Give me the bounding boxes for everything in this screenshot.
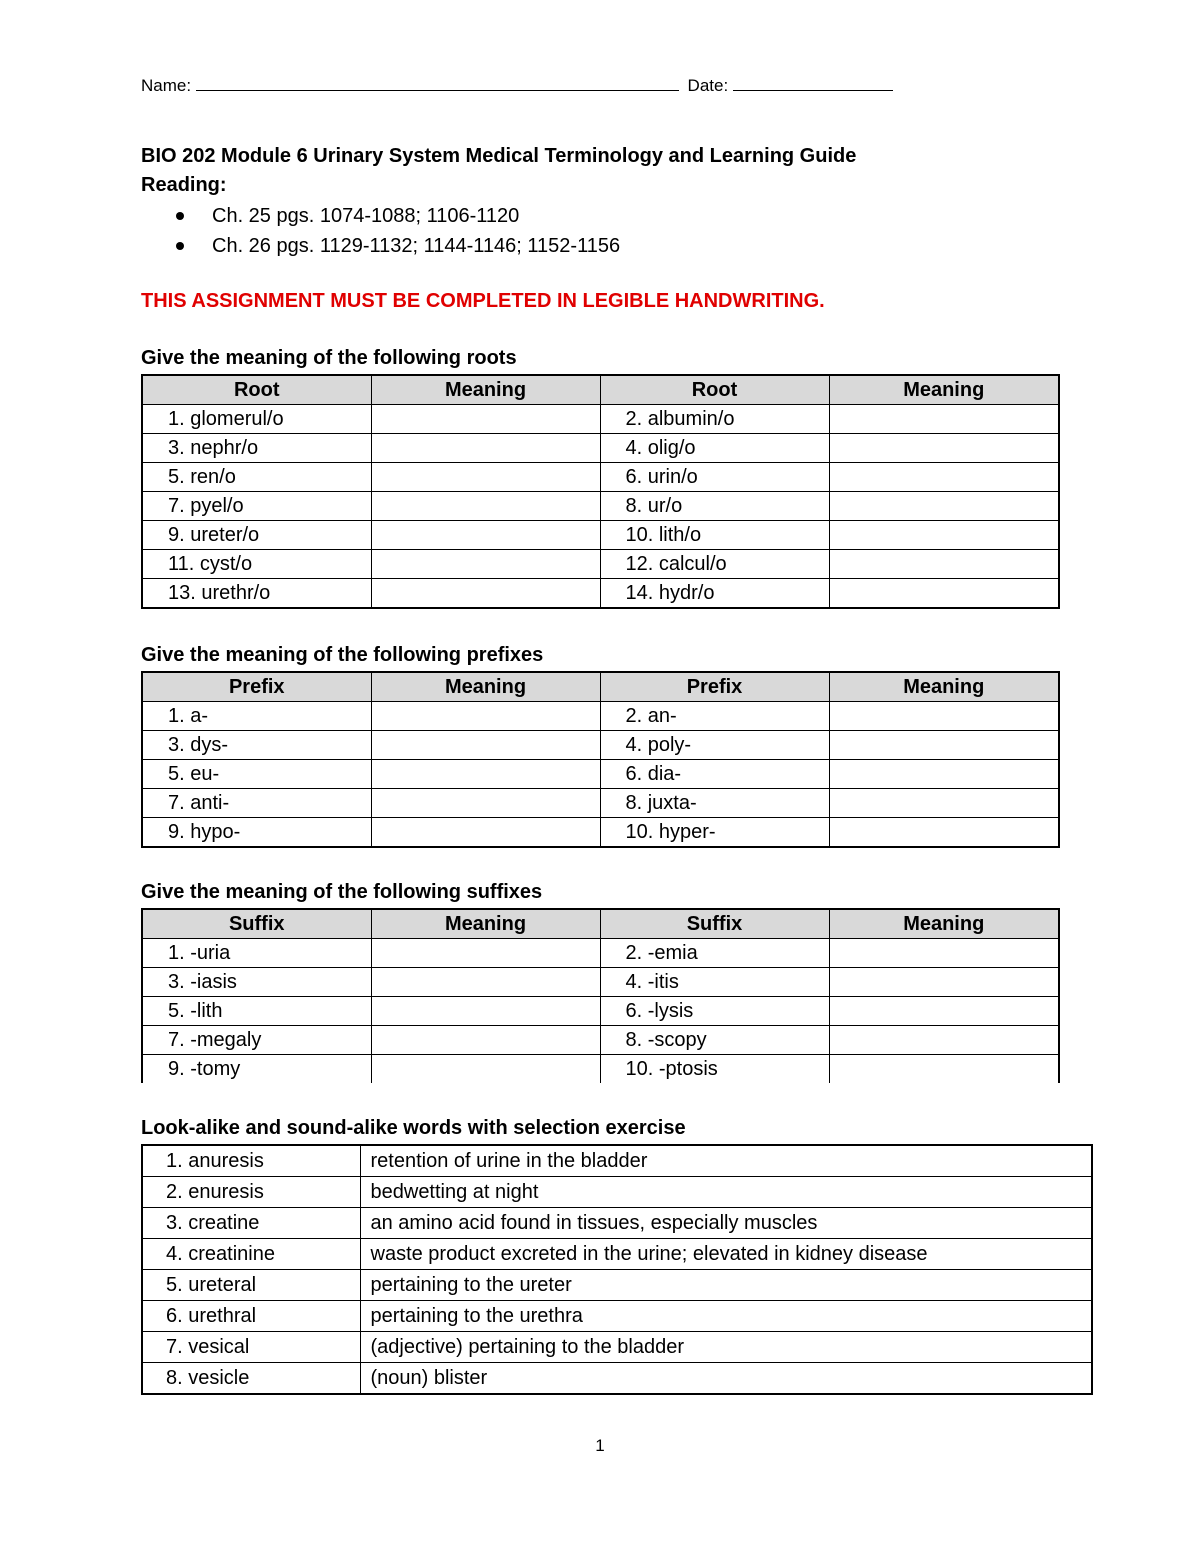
meaning-cell[interactable] [371, 405, 600, 434]
meaning-cell[interactable] [371, 818, 600, 848]
name-label: Name: [141, 76, 192, 95]
meaning-cell[interactable] [829, 550, 1059, 579]
table-row [142, 1270, 1092, 1301]
table-row [142, 997, 1059, 1026]
meaning-cell[interactable] [829, 492, 1059, 521]
meaning-cell[interactable] [371, 1026, 600, 1055]
root-term: 8. ur/o [600, 492, 829, 521]
suffix-term: 8. -scopy [600, 1026, 829, 1055]
meaning-cell[interactable] [371, 789, 600, 818]
lookalike-word: 2. enuresis [142, 1177, 360, 1208]
lookalike-definition: pertaining to the urethra [360, 1301, 1092, 1332]
page-title: BIO 202 Module 6 Urinary System Medical Terminology and Learning Guide [141, 145, 857, 167]
meaning-cell[interactable] [829, 463, 1059, 492]
table-row [142, 579, 1059, 609]
root-term: 10. lith/o [600, 521, 829, 550]
lookalike-word: 5. ureteral [142, 1270, 360, 1301]
date-field[interactable] [733, 74, 893, 91]
meaning-cell[interactable] [371, 1055, 600, 1084]
prefixes-header-meaning: Meaning [829, 672, 1059, 702]
table-row [142, 968, 1059, 997]
table-row [142, 702, 1059, 731]
handwriting-warning: THIS ASSIGNMENT MUST BE COMPLETED IN LEGIBLE HANDWRITING. [141, 290, 825, 312]
meaning-cell[interactable] [829, 731, 1059, 760]
suffix-term: 3. -iasis [142, 968, 371, 997]
prefix-term: 5. eu- [142, 760, 371, 789]
lookalike-table [141, 1144, 1093, 1395]
lookalike-word: 6. urethral [142, 1301, 360, 1332]
table-row [142, 434, 1059, 463]
table-row [142, 463, 1059, 492]
suffix-term: 4. -itis [600, 968, 829, 997]
meaning-cell[interactable] [829, 405, 1059, 434]
meaning-cell[interactable] [371, 434, 600, 463]
page-number: 1 [595, 1436, 605, 1455]
lookalike-definition: waste product excreted in the urine; elevated in kidney disease [360, 1239, 1092, 1270]
prefix-term: 10. hyper- [600, 818, 829, 848]
meaning-cell[interactable] [371, 702, 600, 731]
name-field[interactable] [196, 74, 679, 91]
suffix-term: 10. -ptosis [600, 1055, 829, 1084]
lookalike-definition: (noun) blister [360, 1363, 1092, 1395]
root-term: 3. nephr/o [142, 434, 371, 463]
suffix-term: 9. -tomy [142, 1055, 371, 1084]
meaning-cell[interactable] [371, 550, 600, 579]
table-row [142, 1055, 1059, 1084]
suffixes-header-meaning: Meaning [829, 909, 1059, 939]
table-row [142, 1363, 1092, 1395]
root-term: 2. albumin/o [600, 405, 829, 434]
root-term: 13. urethr/o [142, 579, 371, 609]
prefixes-section-title: Give the meaning of the following prefixes [141, 644, 544, 666]
table-row [142, 1332, 1092, 1363]
root-term: 11. cyst/o [142, 550, 371, 579]
meaning-cell[interactable] [371, 492, 600, 521]
meaning-cell[interactable] [829, 521, 1059, 550]
table-row [142, 939, 1059, 968]
table-row [142, 1145, 1092, 1177]
prefix-term: 4. poly- [600, 731, 829, 760]
table-row [142, 1208, 1092, 1239]
root-term: 12. calcul/o [600, 550, 829, 579]
meaning-cell[interactable] [829, 760, 1059, 789]
meaning-cell[interactable] [371, 760, 600, 789]
suffixes-header-suffix: Suffix [600, 909, 829, 939]
lookalike-definition: (adjective) pertaining to the bladder [360, 1332, 1092, 1363]
root-term: 6. urin/o [600, 463, 829, 492]
reading-item: Ch. 25 pgs. 1074-1088; 1106-1120 [212, 203, 620, 233]
table-row [142, 1239, 1092, 1270]
prefix-term: 6. dia- [600, 760, 829, 789]
meaning-cell[interactable] [371, 997, 600, 1026]
root-term: 7. pyel/o [142, 492, 371, 521]
lookalike-word: 8. vesicle [142, 1363, 360, 1395]
meaning-cell[interactable] [371, 579, 600, 609]
meaning-cell[interactable] [829, 818, 1059, 848]
suffixes-section-title: Give the meaning of the following suffixes [141, 881, 543, 903]
meaning-cell[interactable] [371, 463, 600, 492]
meaning-cell[interactable] [829, 939, 1059, 968]
prefixes-header-meaning: Meaning [371, 672, 600, 702]
prefix-term: 2. an- [600, 702, 829, 731]
table-row [142, 1026, 1059, 1055]
meaning-cell[interactable] [829, 1055, 1059, 1084]
roots-header-root: Root [142, 375, 371, 405]
root-term: 1. glomerul/o [142, 405, 371, 434]
suffixes-header-meaning: Meaning [371, 909, 600, 939]
suffix-term: 1. -uria [142, 939, 371, 968]
meaning-cell[interactable] [371, 731, 600, 760]
table-row [142, 731, 1059, 760]
prefix-term: 1. a- [142, 702, 371, 731]
root-term: 4. olig/o [600, 434, 829, 463]
meaning-cell[interactable] [829, 968, 1059, 997]
suffix-term: 7. -megaly [142, 1026, 371, 1055]
lookalike-definition: pertaining to the ureter [360, 1270, 1092, 1301]
meaning-cell[interactable] [371, 939, 600, 968]
meaning-cell[interactable] [829, 1026, 1059, 1055]
roots-header-meaning: Meaning [829, 375, 1059, 405]
table-row [142, 405, 1059, 434]
suffix-term: 5. -lith [142, 997, 371, 1026]
suffixes-header-suffix: Suffix [142, 909, 371, 939]
roots-section-title: Give the meaning of the following roots [141, 347, 517, 369]
reading-label: Reading: [141, 174, 227, 196]
table-row [142, 521, 1059, 550]
root-term: 5. ren/o [142, 463, 371, 492]
prefix-term: 9. hypo- [142, 818, 371, 848]
table-row [142, 1301, 1092, 1332]
suffixes-table [141, 908, 1060, 1083]
meaning-cell[interactable] [371, 968, 600, 997]
meaning-cell[interactable] [829, 789, 1059, 818]
prefix-term: 3. dys- [142, 731, 371, 760]
prefix-term: 8. juxta- [600, 789, 829, 818]
meaning-cell[interactable] [371, 521, 600, 550]
suffix-term: 2. -emia [600, 939, 829, 968]
lookalike-section-title: Look-alike and sound-alike words with selection exercise [141, 1117, 686, 1139]
reading-list [170, 203, 620, 263]
table-row [142, 550, 1059, 579]
date-label: Date: [687, 76, 729, 95]
prefixes-header-prefix: Prefix [142, 672, 371, 702]
table-row [142, 818, 1059, 848]
roots-header-root: Root [600, 375, 829, 405]
lookalike-definition: retention of urine in the bladder [360, 1145, 1092, 1177]
table-row [142, 1177, 1092, 1208]
root-term: 9. ureter/o [142, 521, 371, 550]
table-row [142, 492, 1059, 521]
lookalike-definition: an amino acid found in tissues, especially muscles [360, 1208, 1092, 1239]
prefixes-header-prefix: Prefix [600, 672, 829, 702]
meaning-cell[interactable] [829, 434, 1059, 463]
prefix-term: 7. anti- [142, 789, 371, 818]
prefixes-table [141, 671, 1060, 848]
lookalike-word: 7. vesical [142, 1332, 360, 1363]
reading-item: Ch. 26 pgs. 1129-1132; 1144-1146; 1152-1156 [212, 233, 620, 263]
suffix-term: 6. -lysis [600, 997, 829, 1026]
meaning-cell[interactable] [829, 997, 1059, 1026]
roots-header-meaning: Meaning [371, 375, 600, 405]
lookalike-word: 4. creatinine [142, 1239, 360, 1270]
table-row [142, 760, 1059, 789]
meaning-cell[interactable] [829, 702, 1059, 731]
roots-table [141, 374, 1060, 609]
meaning-cell[interactable] [829, 579, 1059, 609]
root-term: 14. hydr/o [600, 579, 829, 609]
name-date-row [141, 74, 893, 96]
table-row [142, 789, 1059, 818]
lookalike-definition: bedwetting at night [360, 1177, 1092, 1208]
lookalike-word: 3. creatine [142, 1208, 360, 1239]
lookalike-word: 1. anuresis [142, 1145, 360, 1177]
